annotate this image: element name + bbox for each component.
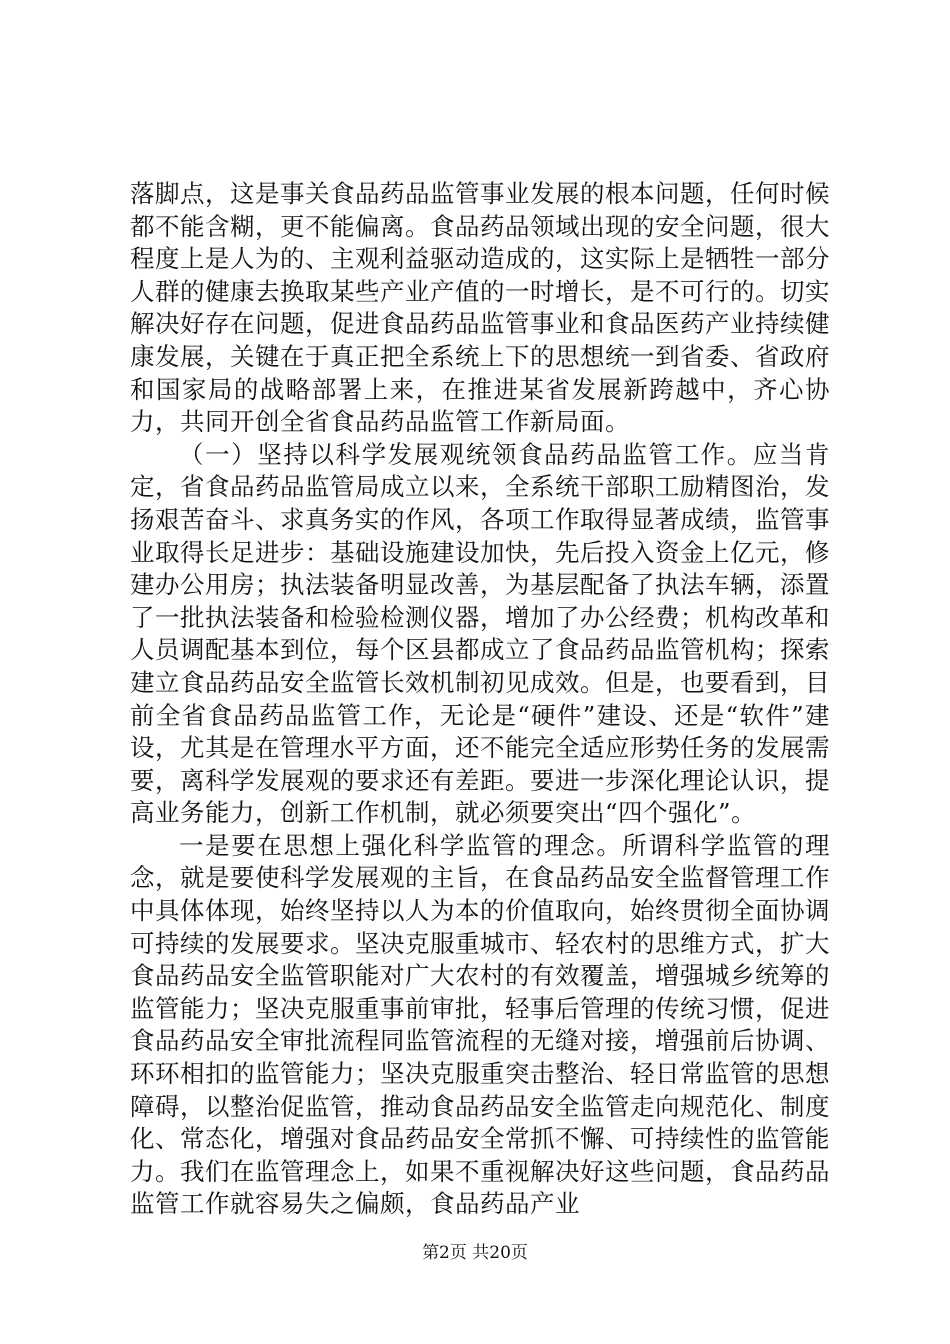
paragraph-section-one: （一）坚持以科学发展观统领食品药品监管工作。应当肯定，省食品药品监管局成立以来，全系统干部职工励精图治，发扬艰苦奋斗、求真务实的作风，各项工作取得显著成绩，监管事业取得长足进步：基础设施建设加快，先后投入资金上亿元，修建办公用房；执法装备明显改善，为基层配备了执法车辆，添置了一批执法装备和检验检测仪器，增加了办公经费；机构改革和人员调配基本到位，每个区县都成立了食品药品监管机构；探索建立食品药品安全监管长效机制初见成效。但是，也要看到，目前全省食品药品监管工作，无论是“硬件”建设、还是“软件”建设，尤其是在管理水平方面，还不能完全适应形势任务的发展需要，离科学发展观的要求还有差距。要进一步深化理论认识，提高业务能力，创新工作机制，就必须要突出“四个强化”。 (130, 439, 830, 828)
paragraph-point-one: 一是要在思想上强化科学监管的理念。所谓科学监管的理念，就是要使科学发展观的主旨，在食品药品安全监督管理工作中具体体现，始终坚持以人为本的价值取向，始终贯彻全面协调可持续的发展要求。坚决克服重城市、轻农村的思维方式，扩大食品药品安全监管职能对广大农村的有效覆盖，增强城乡统筹的监管能力；坚决克服重事前审批，轻事后管理的传统习惯，促进食品药品安全审批流程同监管流程的无缝对接，增强前后协调、环环相扣的监管能力；坚决克服重突击整治、轻日常监管的思想障碍，以整治促监管，推动食品药品安全监管走向规范化、制度化、常态化，增强对食品药品安全常抓不懈、可持续性的监管能力。我们在监管理念上，如果不重视解决好这些问题，食品药品监管工作就容易失之偏颇，食品药品产业 (130, 830, 830, 1219)
page-number-label: 第2页 共20页 (422, 1243, 528, 1263)
page-footer (0, 1242, 950, 1264)
document-body (130, 178, 830, 1221)
paragraph-continuation: 落脚点，这是事关食品药品监管事业发展的根本问题，任何时候都不能含糊，更不能偏离。食品药品领域出现的安全问题，很大程度上是人为的、主观利益驱动造成的，这实际上是牺牲一部分人群的健康去换取某些产业产值的一时增长，是不可行的。切实解决好存在问题，促进食品药品监管事业和食品医药产业持续健康发展，关键在于真正把全系统上下的思想统一到省委、省政府和国家局的战略部署上来，在推进某省发展新跨越中，齐心协力，共同开创全省食品药品监管工作新局面。 (130, 179, 830, 437)
